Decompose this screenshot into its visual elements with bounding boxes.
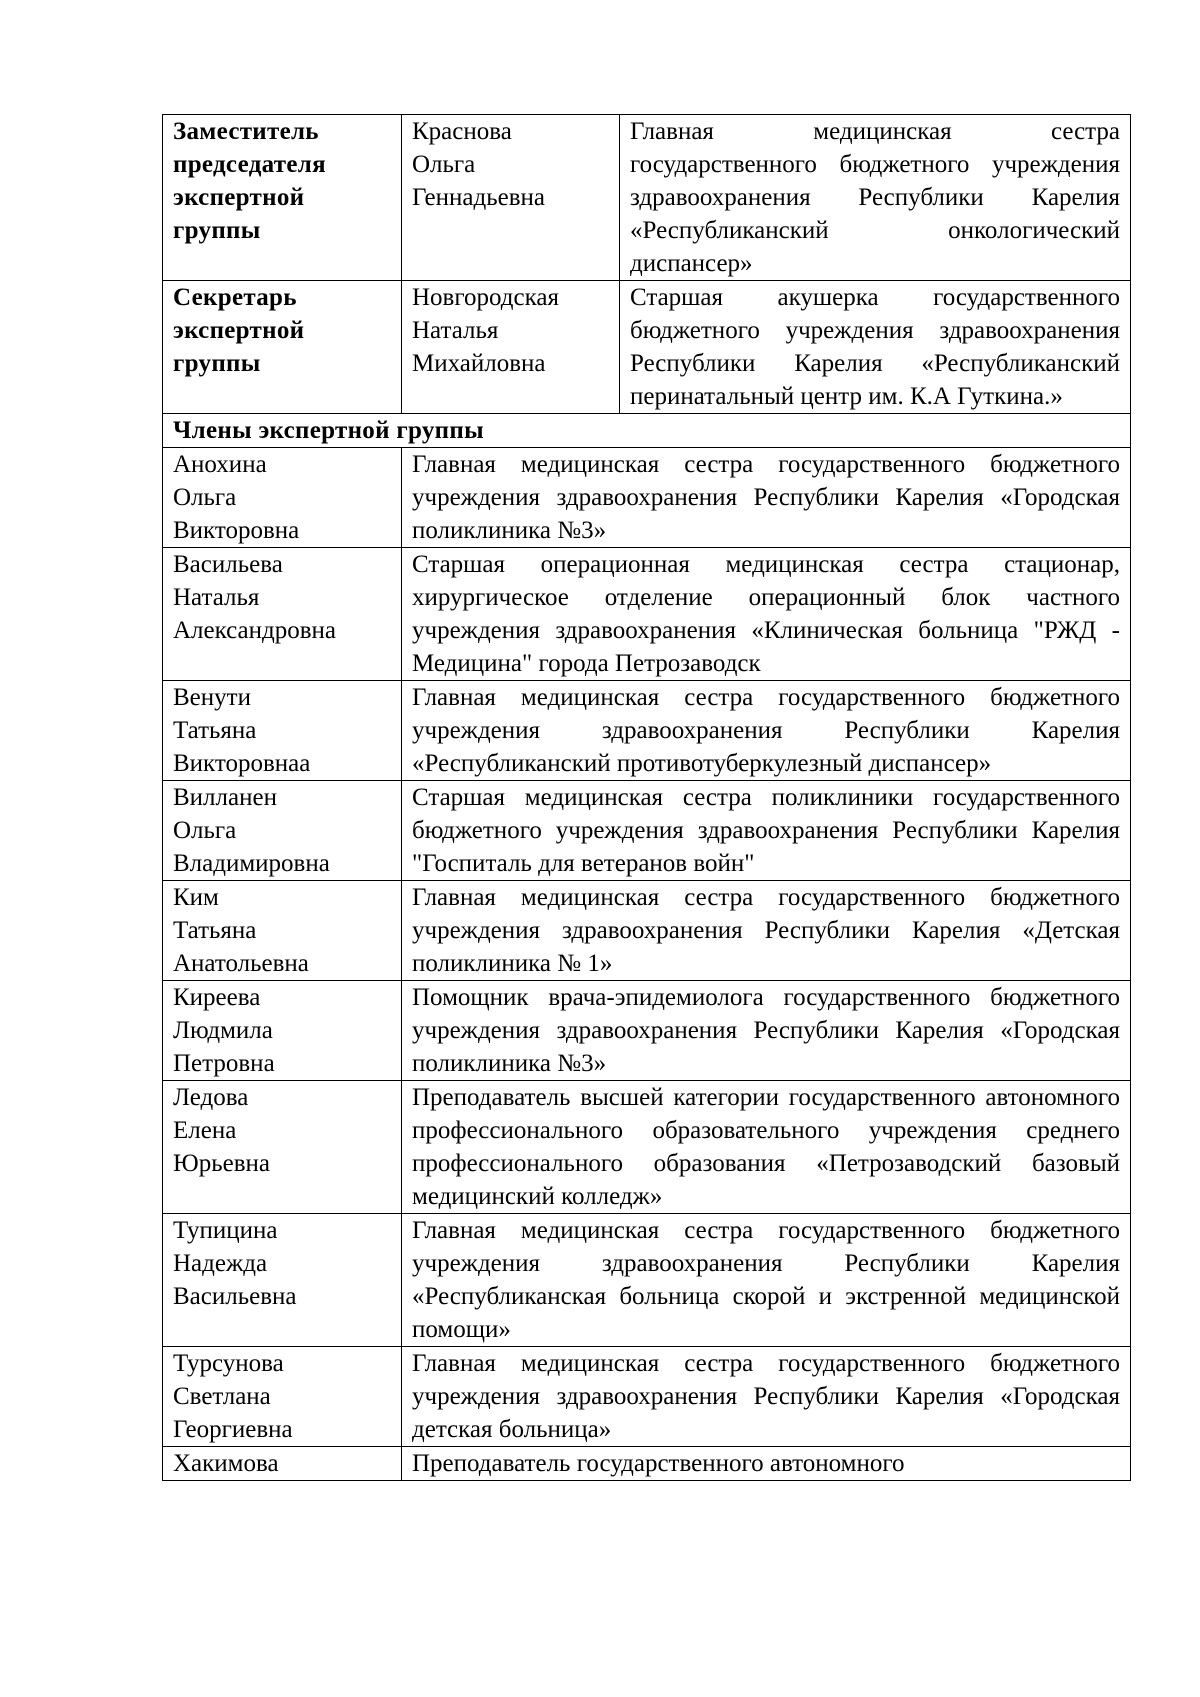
name-cell: [163, 981, 402, 1081]
name-cell: [163, 881, 402, 981]
position-cell: Главная медицинская сестра государственного бюджетного учреждения здравоохранения Республики Карелия «Республиканский онкологический диспансер»: [620, 115, 1131, 281]
first-name: Татьяна: [173, 917, 257, 944]
name-cell: [163, 1347, 402, 1447]
position-cell: Главная медицинская сестра государственного бюджетного учреждения здравоохранения Республики Карелия «Городская поликлиника №3»: [402, 448, 1131, 548]
first-name: Ольга: [173, 484, 237, 511]
member-row: [163, 1081, 1131, 1214]
surname: Киреева: [173, 984, 261, 1011]
position-cell: Преподаватель государственного автономного: [402, 1447, 1131, 1481]
patronymic: Геннадьевна: [412, 184, 545, 211]
role-cell: [163, 281, 402, 414]
role-text: экспертной: [173, 184, 305, 211]
position-cell: Главная медицинская сестра государственного бюджетного учреждения здравоохранения Республики Карелия «Детская поликлиника № 1»: [402, 881, 1131, 981]
role-text: председателя: [173, 151, 326, 178]
role-text: экспертной: [173, 317, 305, 344]
role-text: Заместитель: [173, 118, 319, 145]
position-cell: Главная медицинская сестра государственного бюджетного учреждения здравоохранения Республики Карелия «Республиканский противотуберкулезный диспансер»: [402, 681, 1131, 781]
first-name: Татьяна: [173, 717, 257, 744]
name-cell: [163, 448, 402, 548]
position-cell: Старшая операционная медицинская сестра стационар, хирургическое отделение операционный блок частного учреждения здравоохранения «Клиническая больница "РЖД - Медицина" города Петрозаводск: [402, 548, 1131, 681]
patronymic: Анатольевна: [173, 950, 309, 977]
patronymic: Петровна: [173, 1050, 275, 1077]
name-cell: [163, 1214, 402, 1347]
patronymic: Георгиевна: [173, 1416, 293, 1443]
member-row: [163, 548, 1131, 681]
surname: Васильева: [173, 551, 283, 578]
name-cell: [163, 781, 402, 881]
patronymic: Александровна: [173, 617, 337, 644]
surname: Хакимова: [173, 1450, 279, 1477]
surname: Ледова: [173, 1084, 249, 1111]
member-row: [163, 1214, 1131, 1347]
leader-row-deputy-chair: [163, 115, 1131, 281]
first-name: Елена: [173, 1117, 237, 1144]
expert-group-table: [162, 114, 1131, 1481]
first-name: Надежда: [173, 1250, 268, 1277]
first-name: Наталья: [412, 317, 499, 344]
role-cell: [163, 115, 402, 281]
document-page: [162, 114, 1130, 1481]
role-text: Секретарь: [173, 284, 297, 311]
position-cell: Главная медицинская сестра государственного бюджетного учреждения здравоохранения Республики Карелия «Городская детская больница»: [402, 1347, 1131, 1447]
name-cell: [163, 681, 402, 781]
member-row: [163, 981, 1131, 1081]
patronymic: Викторовна: [173, 517, 300, 544]
surname: Новгородская: [412, 284, 559, 311]
surname: Ким: [173, 884, 219, 911]
role-text: группы: [173, 217, 261, 244]
patronymic: Юрьевна: [173, 1150, 270, 1177]
name-cell: [402, 115, 620, 281]
member-row: [163, 448, 1131, 548]
position-cell: Главная медицинская сестра государственного бюджетного учреждения здравоохранения Республики Карелия «Республиканская больница скорой и экстренной медицинской помощи»: [402, 1214, 1131, 1347]
surname: Турсунова: [173, 1350, 284, 1377]
members-heading-row: [163, 414, 1131, 448]
name-cell: [163, 548, 402, 681]
member-rows: [163, 448, 1131, 1481]
member-row: [163, 681, 1131, 781]
member-row: [163, 781, 1131, 881]
role-text: группы: [173, 350, 261, 377]
surname: Вилланен: [173, 784, 277, 811]
patronymic: Михайловна: [412, 350, 546, 377]
surname: Венути: [173, 684, 251, 711]
name-cell: [163, 1447, 402, 1481]
position-cell: Помощник врача-эпидемиолога государственного бюджетного учреждения здравоохранения Республики Карелия «Городская поликлиника №3»: [402, 981, 1131, 1081]
position-cell: Старшая медицинская сестра поликлиники государственного бюджетного учреждения здравоохранения Республики Карелия "Госпиталь для ветеранов войн": [402, 781, 1131, 881]
surname: Анохина: [173, 451, 267, 478]
patronymic: Васильевна: [173, 1283, 297, 1310]
member-row: [163, 1347, 1131, 1447]
first-name: Светлана: [173, 1383, 271, 1410]
member-row: [163, 881, 1131, 981]
first-name: Ольга: [173, 817, 237, 844]
name-cell: [402, 281, 620, 414]
members-heading: Члены экспертной группы: [163, 414, 1131, 448]
first-name: Ольга: [412, 151, 476, 178]
first-name: Людмила: [173, 1017, 273, 1044]
position-cell: Старшая акушерка государственного бюджетного учреждения здравоохранения Республики Карелия «Республиканский перинатальный центр им. К.А Гуткина.»: [620, 281, 1131, 414]
patronymic: Викторовнаа: [173, 750, 311, 777]
first-name: Наталья: [173, 584, 260, 611]
surname: Тупицина: [173, 1217, 278, 1244]
surname: Краснова: [412, 118, 512, 145]
position-cell: Преподаватель высшей категории государственного автономного профессионального образовательного учреждения среднего профессионального образования «Петрозаводский базовый медицинский колледж»: [402, 1081, 1131, 1214]
name-cell: [163, 1081, 402, 1214]
member-row: [163, 1447, 1131, 1481]
leader-row-secretary: [163, 281, 1131, 414]
patronymic: Владимировна: [173, 850, 330, 877]
